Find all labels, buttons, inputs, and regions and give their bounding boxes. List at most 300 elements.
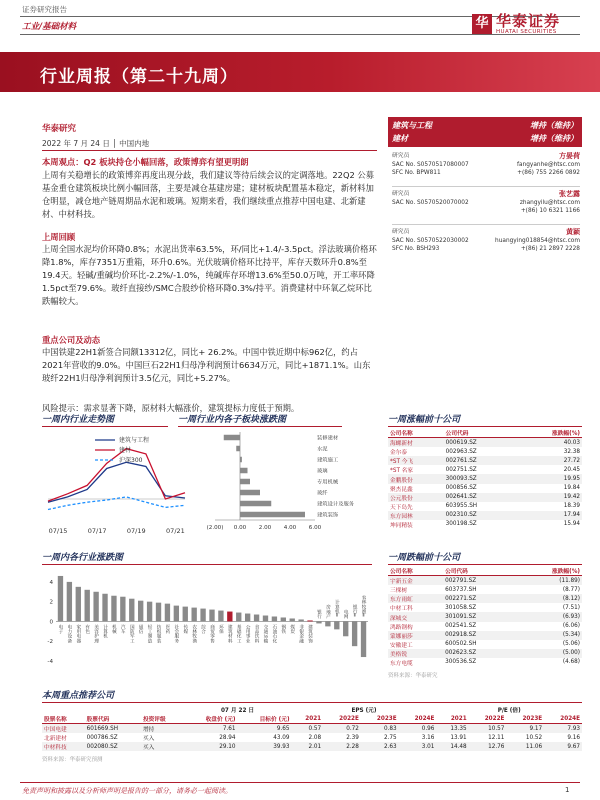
top-gainers-table-wrap — [388, 428, 582, 529]
table-cell: 13.35 — [436, 724, 468, 734]
change-cell: 15.94 — [563, 521, 580, 528]
rating-value: 增持（维持） — [530, 134, 578, 143]
top-gainers-title: 一周涨幅前十公司 — [388, 415, 461, 425]
company-code-cell: 000856.SZ — [445, 485, 477, 492]
category-label: 建筑设计及服务 — [317, 501, 355, 508]
category-label: 通信 — [138, 624, 144, 634]
bar — [76, 587, 81, 622]
table-row — [388, 576, 582, 586]
category-label: 计算机Ⅱ — [334, 599, 340, 619]
bar — [174, 606, 179, 622]
category-label: 机械 — [111, 624, 117, 634]
company-name-cell: 三棵树 — [390, 588, 408, 595]
table-row — [388, 511, 582, 520]
logo-text-cn: 华泰证券 — [496, 12, 561, 30]
table-row — [388, 594, 582, 603]
company-name-cell: 金鹏股份 — [388, 474, 444, 483]
company-name-cell: 蒙娜丽莎 — [388, 631, 443, 640]
company-code-cell: 301091.SZ — [443, 612, 516, 621]
bar — [325, 621, 330, 626]
table-cell: 3.16 — [421, 734, 435, 741]
table-row — [388, 484, 582, 493]
bar — [138, 601, 143, 622]
x-tick-label: 2.00 — [258, 525, 272, 531]
table-row — [388, 631, 582, 640]
table-row — [388, 640, 582, 649]
rating-value: 增持（维持） — [530, 121, 578, 130]
category-label: 玻璃 — [317, 468, 328, 475]
change-cell: (6.06) — [562, 623, 580, 630]
company-code-cell: 002310.SZ — [444, 511, 517, 520]
bar — [58, 576, 63, 621]
bar — [200, 609, 205, 622]
company-name-cell: 安徽建工 — [390, 642, 413, 649]
change-cell: 27.72 — [516, 456, 582, 465]
y-tick-label: 2 — [49, 599, 53, 606]
company-name-cell: 公元股份 — [388, 493, 444, 502]
analyst-card — [392, 152, 580, 177]
category-label: 农林牧渔 — [191, 624, 197, 643]
rating-sector: 建筑与工程 — [392, 121, 432, 130]
bar — [240, 468, 248, 474]
col-header: 股票名称 — [42, 714, 85, 724]
col-header: 2021 — [436, 714, 468, 724]
x-tick-label: 6.00 — [308, 525, 322, 531]
company-name-cell: *ST 今飞 — [388, 456, 444, 465]
table-header-row — [388, 428, 582, 438]
col-header: 2023E — [361, 714, 399, 724]
change-cell: (8.12) — [516, 594, 582, 603]
table-cell: 中国电建 — [42, 724, 85, 734]
table-header-row — [42, 714, 582, 724]
analyst-phone: +(86) 755 2266 0892 — [517, 170, 580, 176]
trend-line-chart — [40, 428, 190, 546]
change-cell: 19.84 — [563, 485, 580, 492]
table-cell: 2.01 — [292, 742, 324, 751]
analyst-phone: +(86) 10 6321 1166 — [520, 208, 580, 214]
table-cell: 0.96 — [399, 724, 437, 734]
table-row — [388, 585, 582, 594]
table-cell: 买入 — [141, 742, 184, 751]
table-cell: 2.75 — [383, 734, 397, 741]
table-cell: 14.48 — [436, 742, 468, 751]
analyst-sfc: SFC No. BSH293 — [392, 246, 440, 252]
table-cell: 000786.SZ — [86, 734, 118, 741]
logo-text-en: HUATAI SECURITIES — [496, 29, 557, 35]
table-cell: 2.28 — [323, 742, 361, 751]
top-losers-title: 一周跌幅前十公司 — [388, 553, 461, 563]
table-cell: 28.94 — [219, 734, 236, 741]
bar — [111, 596, 116, 622]
analyst-card — [392, 228, 580, 253]
bar — [245, 614, 250, 622]
category-label: 银行Ⅱ — [352, 604, 358, 619]
change-cell: (7.51) — [562, 604, 580, 611]
recommend-title-rule — [42, 702, 582, 703]
bar — [240, 479, 250, 485]
company-code-cell: 002918.SZ — [443, 631, 516, 640]
bar — [316, 621, 321, 623]
company-name-cell: 天下岛先 — [390, 504, 413, 511]
y-tick-label: -2 — [47, 639, 53, 646]
bar — [236, 613, 241, 622]
view-text: 上周有关稳增长的政策博弈再度出现分歧，我们建议等待后续会议的定调落地。22Q2 公募基金重仓建筑板块比例小幅回落，主要是减仓基建房建；建材板块配置基本稳定，新材料加仓明显，减仓地产链周期品水泥和玻璃。短期来看，我们继续重点推荐中国电建、北新建材、中材科技。 — [42, 170, 374, 219]
rating-box — [388, 117, 582, 147]
company-name-cell: 金尔泰 — [390, 450, 408, 457]
table-cell: 12.11 — [488, 734, 505, 741]
table-row — [388, 502, 582, 511]
table-cell: 9.16 — [567, 734, 580, 741]
x-tick-label: 07/19 — [126, 527, 146, 535]
table-cell: 2.39 — [346, 734, 359, 741]
y-tick-label: -4 — [47, 659, 53, 665]
bar — [272, 617, 277, 622]
category-label: 美容护理 — [93, 624, 99, 643]
bar — [129, 599, 134, 622]
logo-mark-icon: 华 — [472, 14, 492, 34]
table-cell: 7.61 — [184, 724, 238, 734]
report-type: 证券研究报告 — [22, 5, 67, 14]
company-code-cell: 000619.SZ — [444, 438, 517, 448]
bar — [281, 617, 286, 621]
category-label: 电网 — [343, 609, 349, 619]
bar — [218, 611, 223, 622]
section-label: 工业/基础材料 — [22, 22, 77, 32]
company-code-cell: 300536.SZ — [445, 659, 477, 666]
table-header-row — [388, 566, 582, 576]
source-note: 资料来源：华泰研究 — [388, 673, 438, 680]
category-label: 商贸零售 — [209, 624, 215, 643]
category-label: 建筑装饰 — [317, 512, 339, 519]
table-row — [388, 520, 582, 529]
legend-label: 沪深300 — [119, 457, 143, 464]
col-header: 2024E — [544, 714, 582, 724]
analyst-phone: +(86) 21 2897 2228 — [520, 246, 580, 252]
category-label: 基础化工 — [236, 624, 242, 643]
bar — [165, 604, 170, 622]
bar — [209, 610, 214, 622]
company-name-cell: 宇新五金 — [388, 576, 443, 586]
bar — [240, 501, 271, 507]
analyst-sac: SAC No. S0570522030002 — [392, 238, 469, 244]
bar — [240, 490, 260, 496]
bar — [307, 620, 312, 621]
category-label: 传媒 — [182, 624, 188, 634]
analyst-name: 张艺露 — [559, 190, 580, 198]
company-name-cell: 中材工科 — [390, 606, 413, 613]
bar — [183, 607, 188, 622]
analyst-sfc: SFC No. BPW811 — [392, 170, 441, 176]
change-cell: (5.00) — [516, 649, 582, 658]
table-cell: 39.93 — [238, 742, 292, 751]
analyst-email[interactable]: huangying018854@htsc.com — [495, 238, 580, 244]
table-cell: 中材科技 — [42, 742, 85, 751]
table-row — [388, 493, 582, 502]
company-code-cell: 301058.SZ — [445, 604, 477, 611]
analyst-card — [392, 190, 580, 215]
category-label: 专用机械 — [317, 479, 339, 486]
table-super-header — [42, 705, 582, 714]
bar — [334, 621, 339, 629]
change-cell: 17.94 — [516, 511, 582, 520]
col-header: 股票代码 — [85, 714, 141, 724]
table-row — [388, 603, 582, 612]
table-cell: 10.57 — [469, 724, 507, 734]
industry-change-bar-chart — [40, 566, 372, 666]
category-label: 煤炭 — [289, 624, 295, 634]
meta-divider — [42, 150, 377, 151]
source-note: 资料来源：华泰研究预测 — [42, 757, 103, 764]
table-row — [388, 465, 582, 474]
recommend-table-wrap — [42, 705, 582, 763]
sub-industry-title-rule — [178, 426, 342, 427]
col-header: 公司名称 — [388, 566, 443, 576]
change-cell: (4.68) — [562, 659, 580, 666]
col-header: 公司名称 — [388, 428, 444, 438]
page-number: 1 — [565, 786, 570, 794]
footer-disclaimer: 免责声明和披露以及分析师声明是报告的一部分，请务必一起阅读。 — [22, 787, 232, 795]
table-cell: 9.67 — [544, 742, 582, 751]
date-line: 2022 年 7 月 24 日 │ 中国内地 — [42, 139, 150, 148]
company-code-cell: 300093.SZ — [444, 474, 517, 483]
legend-label: 建筑与工程 — [119, 437, 150, 444]
rating-sector: 建材 — [392, 134, 408, 143]
category-label: 医药 — [164, 624, 170, 634]
x-tick-label: 4.00 — [283, 525, 297, 531]
category-label: 电子 — [57, 624, 63, 634]
table-cell: 13.91 — [450, 734, 467, 741]
table-cell: 29.10 — [184, 742, 238, 751]
bar — [120, 597, 125, 622]
change-cell: (6.93) — [516, 612, 582, 621]
trend-title: 一周内行业走势图 — [42, 415, 115, 425]
analyst-divider — [392, 224, 580, 225]
top-gainers-table — [388, 428, 582, 529]
category-label: 计算机 — [102, 624, 108, 639]
category-label: 银行 — [316, 609, 322, 619]
category-label: 装修建材 — [317, 435, 339, 442]
category-label: 家用电器 — [75, 624, 81, 643]
table-cell: 7.93 — [544, 724, 582, 734]
table-row — [388, 456, 582, 465]
table-row — [42, 724, 582, 734]
pe-label: P/E (倍) — [497, 708, 521, 715]
company-code-cell: 002641.SZ — [444, 493, 517, 502]
table-cell: 2.63 — [361, 742, 399, 751]
category-label: 食品饮料 — [254, 624, 260, 643]
category-label: 房地产 — [325, 604, 331, 619]
change-cell: (8.77) — [562, 586, 580, 593]
bar — [224, 435, 240, 441]
news-heading: 重点公司及动态 — [42, 335, 101, 345]
x-tick-label: 0.00 — [233, 525, 247, 531]
company-name-cell: 美格锐 — [388, 649, 443, 658]
change-cell: 32.38 — [563, 448, 580, 455]
top-losers-table — [388, 566, 582, 667]
table-cell: 2.08 — [308, 734, 322, 741]
company-name-cell: 东方园林 — [388, 511, 444, 520]
table-row — [388, 649, 582, 658]
col-header: 涨跌幅(%) — [516, 566, 582, 576]
company-name-cell: 深城交 — [388, 612, 443, 621]
company-code-cell: 002541.SZ — [445, 623, 477, 630]
col-header: 公司代码 — [444, 428, 517, 438]
table-cell: 43.09 — [273, 734, 290, 741]
company-code-cell: 002751.SZ — [445, 466, 477, 473]
company-code-cell: 002623.SZ — [443, 649, 516, 658]
table-cell: 11.06 — [506, 742, 544, 751]
analyst-sac: SAC No. S0570517080007 — [392, 162, 469, 168]
table-cell: 0.83 — [361, 724, 399, 734]
analyst-role: 研究员 — [392, 191, 410, 197]
col-header: 2021 — [292, 714, 324, 724]
footer-divider — [20, 782, 580, 783]
legend-label: 建材 — [119, 447, 132, 454]
bar — [147, 602, 152, 622]
x-tick-label: 07/15 — [48, 527, 68, 535]
bar — [352, 621, 357, 646]
analyst-email[interactable]: fangyanhe@htsc.com — [516, 162, 580, 168]
category-label: 电力设备 — [66, 624, 72, 643]
category-label: 综合 — [200, 624, 206, 634]
category-label: 公用事业 — [245, 624, 251, 643]
sub-industry-bar-chart — [195, 428, 385, 540]
table-cell: 10.52 — [525, 734, 543, 741]
x-tick-label: (2.00) — [206, 525, 224, 531]
company-name-cell: 东方雨虹 — [388, 594, 443, 603]
review-text: 上周全国水泥均价环降0.8%；水泥出货率63.5%，环/同比+1.4/-3.5pct。浮法玻璃价格环降1.8%，库存7351万重箱，环升0.6%。光伏玻璃价格环比持平，库存天数环升0.8%至19.4天。轻碱/重碱均价环比-2.2%/-1.0%，纯碱库存环增13.6%至50.0万吨，开工率环降1.5pct至79.6%。玻纤直接纱/SMC合股纱价格环降0.3%/持平。消费建材中环氧乙烷环比跌幅较大。 — [42, 244, 377, 306]
category-label: 交通运输 — [262, 624, 268, 643]
change-cell: 18.39 — [563, 503, 580, 510]
report-title: 行业周报（第二十九周） — [40, 67, 238, 87]
bar — [343, 621, 348, 636]
change-cell: 19.95 — [516, 474, 582, 483]
x-tick-label: 07/17 — [87, 527, 107, 535]
category-label: 石油石化 — [271, 624, 277, 643]
company-logo — [472, 10, 582, 38]
col-header: 涨跌幅(%) — [516, 428, 582, 438]
recommend-title: 本周重点推荐公司 — [42, 691, 115, 701]
company-name-cell: 海螺新材 — [388, 438, 444, 448]
table-cell: 002080.SZ — [85, 742, 141, 751]
org-name: 华泰研究 — [42, 124, 77, 134]
top-losers-title-rule — [388, 564, 582, 565]
view-heading: 本周观点：Q2 板块持仓小幅回落，政策博弈有望更明朗 — [42, 157, 249, 167]
table-row — [42, 742, 582, 751]
top-losers-table-wrap — [388, 566, 582, 679]
category-label: 有色 — [84, 624, 90, 634]
table-cell: 601669.SH — [85, 724, 141, 734]
bar — [290, 618, 295, 621]
analyst-sac: SAC No. S0570520070002 — [392, 200, 469, 206]
table-row — [388, 622, 582, 631]
table-row — [388, 474, 582, 483]
industry-change-title-rule — [42, 564, 372, 565]
recommend-table — [42, 705, 582, 751]
company-name-cell: 聚杰昆鑫 — [390, 486, 413, 493]
bar — [191, 608, 196, 622]
change-cell: 19.42 — [516, 493, 582, 502]
company-code-cell: 002963.SZ — [445, 448, 477, 455]
y-tick-label: 0 — [49, 619, 53, 626]
category-label: 玻纤 — [317, 490, 328, 497]
company-code-cell: 002761.SZ — [444, 456, 517, 465]
company-code-cell: 002271.SZ — [443, 594, 516, 603]
change-cell: (11.89) — [516, 576, 582, 586]
category-label: 轻工制造 — [147, 624, 153, 643]
bar — [240, 457, 242, 463]
col-header: 目标价 (元) — [238, 714, 292, 724]
rating-row — [392, 133, 578, 144]
review-heading: 上周回顾 — [42, 232, 76, 242]
bar — [236, 446, 240, 452]
company-name-cell: 坤同精装 — [390, 522, 413, 529]
table-cell: 增持 — [141, 724, 184, 734]
company-name-cell: 鸿路钢构 — [390, 624, 413, 631]
news-text: 中国铁建22H1新签合同额13312亿，同比+ 26.2%。中国中铁近期中标962亿，约占2021年营收的9.0%。中国巨石22H1归母净利润预计6634万元，同比+1871.1%。山东玻纤22H1归母净利润预计3.5亿元，同比+5.27%。 — [42, 347, 371, 383]
table-cell: 0.72 — [323, 724, 361, 734]
bar — [227, 612, 232, 622]
eps-label: EPS (元) — [351, 708, 377, 715]
bar — [263, 616, 268, 622]
table-cell: 0.57 — [292, 724, 324, 734]
col-header: 投资评级 — [141, 714, 184, 724]
analyst-email[interactable]: zhangyilu@htsc.com — [519, 200, 580, 206]
analyst-name: 方晏荷 — [559, 152, 580, 160]
x-tick-label: 07/21 — [166, 527, 185, 535]
category-label: 建筑装饰 — [307, 624, 313, 643]
table-cell: 3.01 — [399, 742, 437, 751]
bar — [254, 615, 259, 622]
sub-industry-title: 一周行业内各子板块涨跌图 — [178, 415, 287, 425]
category-label: 环保 — [218, 624, 224, 634]
bar — [361, 621, 366, 657]
category-label: 汽车 — [120, 624, 126, 634]
company-name-cell: *ST 名家 — [390, 468, 414, 475]
category-label: 农林牧渔Ⅱ — [361, 595, 367, 619]
bar — [67, 582, 72, 622]
change-cell: 40.03 — [516, 438, 582, 448]
trend-title-rule — [42, 426, 168, 427]
table-cell: 买入 — [142, 736, 155, 743]
table-row — [388, 438, 582, 448]
risk-text: 风险提示：需求显著下降，原材料大幅涨价，建筑提标力度低于预期。 — [42, 403, 300, 413]
change-cell: (5.06) — [562, 641, 580, 648]
industry-change-title: 一周内各行业涨跌图 — [42, 553, 124, 563]
company-code-cell: 603737.SH — [445, 586, 477, 593]
table-cell: 9.65 — [238, 724, 292, 734]
table-cell: 北新建材 — [44, 736, 67, 743]
table-row — [42, 733, 582, 742]
bar — [102, 594, 107, 622]
top-gainers-title-rule — [388, 426, 582, 427]
table-cell: 12.76 — [469, 742, 507, 751]
change-cell: 20.45 — [563, 466, 580, 473]
analyst-divider — [392, 186, 580, 187]
category-label: 非银金融 — [298, 624, 304, 643]
col-header: 收盘价 (元) — [184, 714, 238, 724]
col-header: 2023E — [506, 714, 544, 724]
company-code-cell: 603955.SH — [445, 503, 478, 510]
company-code-cell: 002791.SZ — [443, 576, 516, 586]
table-cell: 9.17 — [506, 724, 544, 734]
col-header: 2024E — [399, 714, 437, 724]
analyst-role: 研究员 — [392, 229, 410, 235]
bar — [156, 603, 161, 622]
company-code-cell: 300198.SZ — [445, 521, 477, 528]
date-label: 07 月 22 日 — [220, 708, 255, 715]
col-header: 2022E — [323, 714, 361, 724]
